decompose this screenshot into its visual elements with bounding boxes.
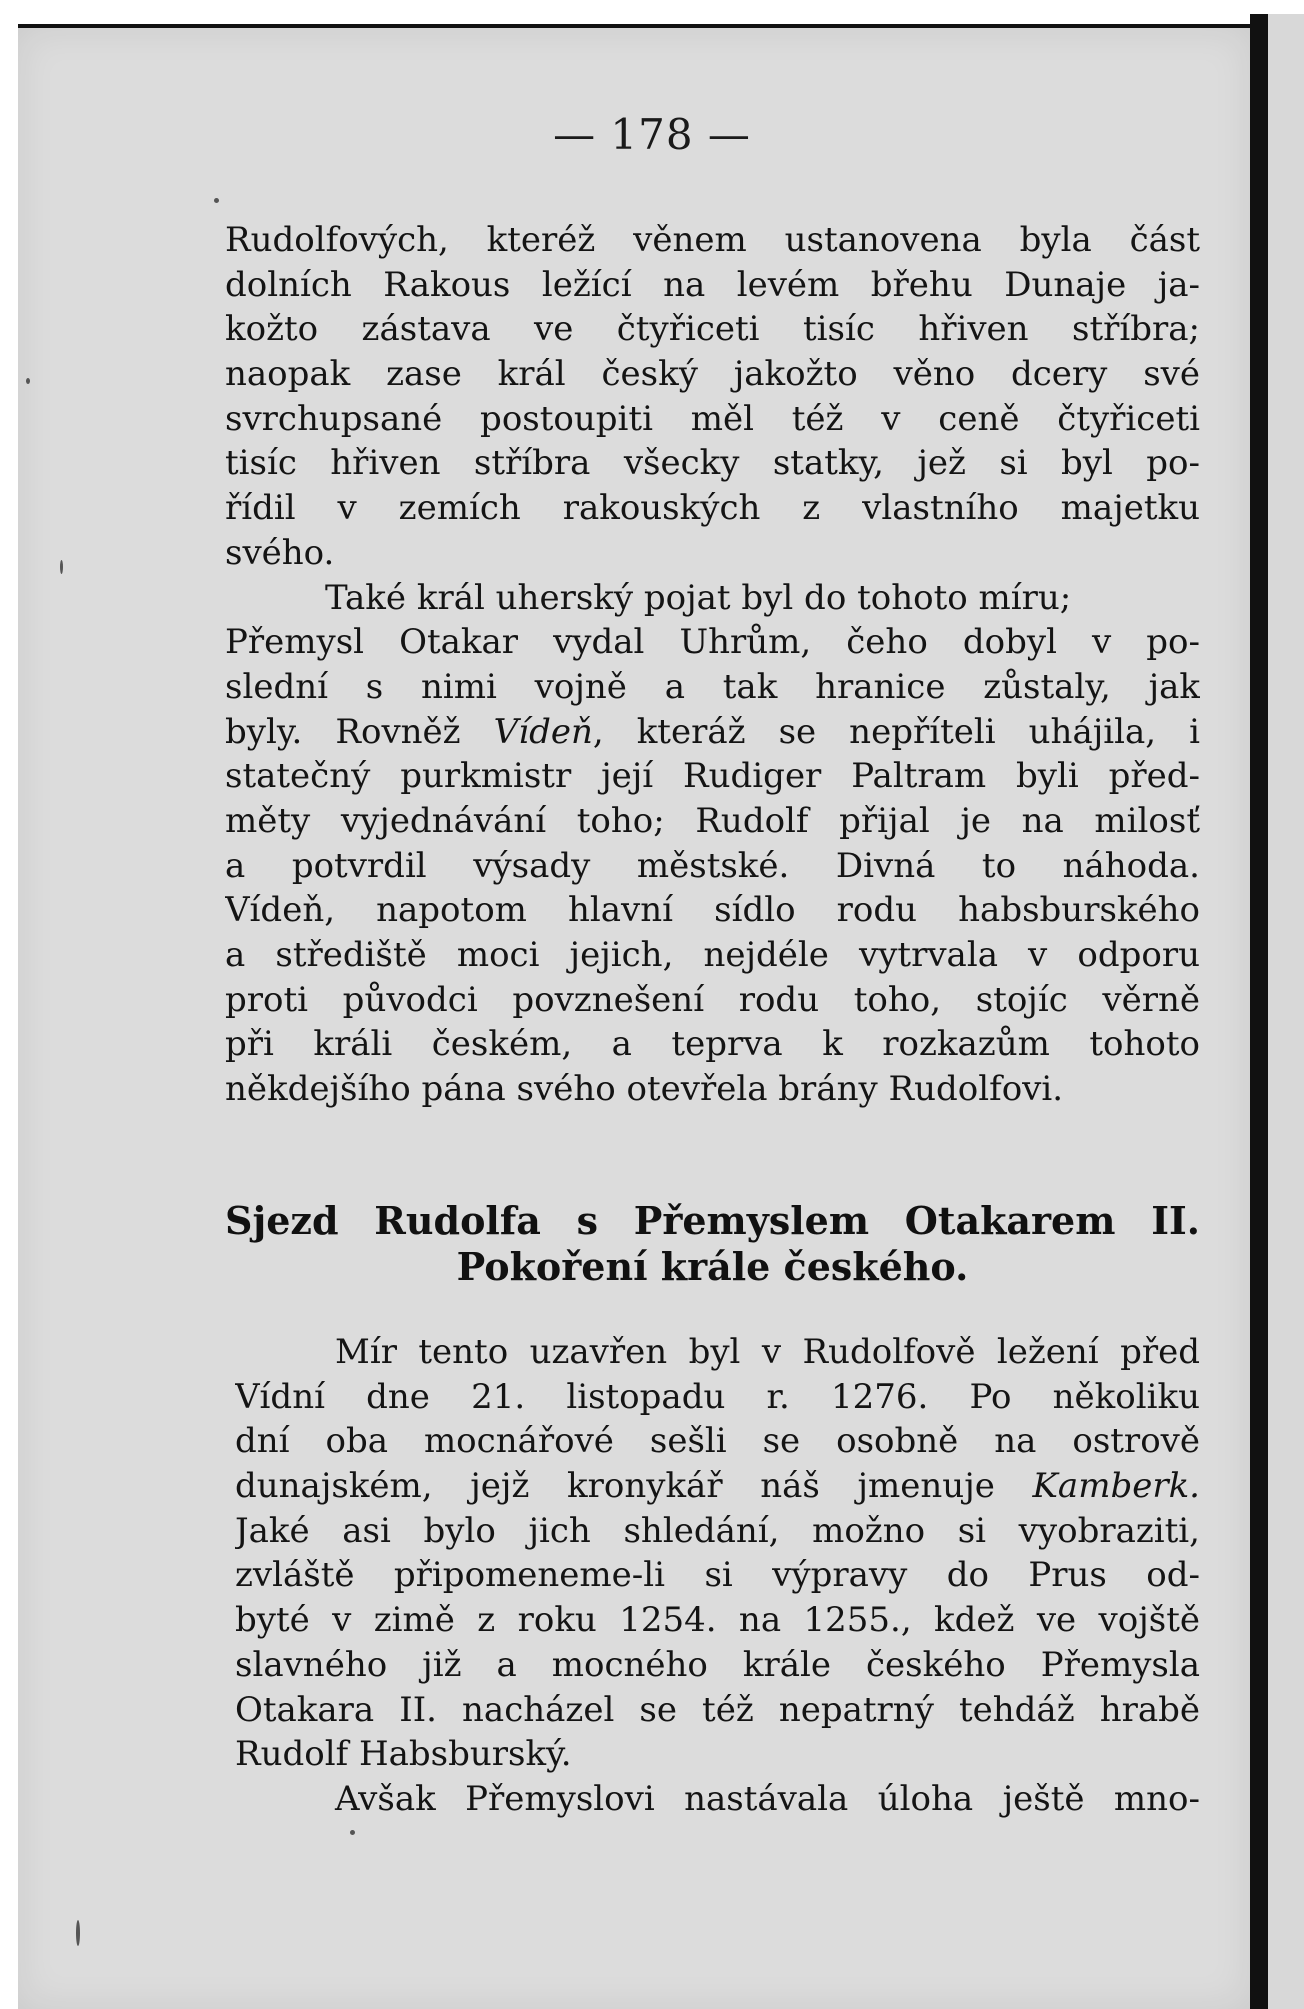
heading-line-1: Sjezd Rudolfa s Přemyslem Otakarem II.: [225, 1198, 1200, 1243]
paragraph-1: [225, 218, 1200, 576]
section-heading: [225, 1198, 1200, 1290]
text-fragment: dunajském, jejž kronykář náš jmenuje: [235, 1466, 1033, 1507]
text-line: Přemysl Otakar vydal Uhrům, čeho dobyl v po-: [225, 622, 1200, 663]
text-fragment: byly. Rovněž: [225, 711, 494, 752]
text-line: statečný purkmistr její Rudiger Paltram byli před-: [225, 756, 1200, 797]
text-line: Vídní dne 21. listopadu r. 1276. Po několiku: [235, 1376, 1200, 1417]
page-gutter-shadow: [1250, 14, 1268, 2009]
text-line: Vídeň, napotom hlavní sídlo rodu habsburského: [225, 890, 1200, 931]
text-line: zvláště připomeneme-li si výpravy do Prus od-: [235, 1555, 1200, 1596]
text-line: Rudolfových, kteréž věnem ustanovena byla část: [225, 220, 1200, 260]
text-line: [235, 1464, 1200, 1509]
text-line: a střediště moci jejich, nejdéle vytrvala v odporu: [225, 935, 1200, 975]
page-number: — 178 —: [553, 110, 751, 159]
scan-speck: [214, 198, 219, 203]
scan-speck: [60, 560, 63, 574]
scan-speck: [76, 1920, 80, 1946]
text-line: kožto zástava ve čtyřiceti tisíc hřiven stříbra;: [225, 309, 1200, 350]
text-line: [225, 710, 1200, 755]
text-line: naopak zase král český jakožto věno dcery své: [225, 354, 1200, 395]
text-line: při králi českém, a teprva k rozkazům tohoto: [225, 1024, 1200, 1065]
text-line: slavného již a mocného krále českého Přemysla: [235, 1644, 1200, 1685]
paragraph-2: [225, 576, 1200, 1112]
scan-speck: [350, 1830, 355, 1835]
text-line: tisíc hřiven stříbra všecky statky, jež si byl po-: [225, 443, 1200, 484]
heading-line-2: Pokoření krále českého.: [456, 1244, 969, 1289]
scan-speck: [26, 378, 30, 384]
text-line: slední s nimi vojně a tak hranice zůstaly, jak: [225, 666, 1200, 707]
text-block-upper: [225, 218, 1200, 1112]
text-line: Jaké asi bylo jich shledání, možno si vyobraziti,: [235, 1510, 1200, 1551]
text-line: proti původci povznešení rodu toho, stojíc věrně: [225, 979, 1200, 1020]
text-line: Rudolf Habsburský.: [235, 1734, 572, 1775]
text-line: byté v zimě z roku 1254. na 1255., kdež ve vojště: [235, 1600, 1200, 1641]
text-line: měty vyjednávání toho; Rudolf přijal je na milosť: [225, 800, 1200, 841]
text-line: dolních Rakous ležící na levém břehu Dunaje ja-: [225, 264, 1200, 305]
italic-place-name: Vídeň: [493, 711, 593, 752]
text-line: svrchupsané postoupiti měl též v ceně čtyřiceti: [225, 398, 1200, 439]
paragraph-3: [235, 1330, 1200, 1777]
text-line: Avšak Přemyslovi nastávala úloha ještě mno-: [335, 1778, 1200, 1819]
text-line: dní oba mocnářové sešli se osobně na ostrově: [235, 1421, 1200, 1462]
text-line: Také král uherský pojat byl do tohoto míru;: [325, 577, 1072, 618]
text-line: někdejšího pána svého otevřela brány Rudolfovi.: [225, 1069, 1064, 1110]
text-block-lower: [235, 1330, 1200, 1822]
text-fragment: , kteráž se nepříteli uhájila, i: [592, 711, 1200, 752]
adjacent-page-edge: [1268, 14, 1304, 2009]
text-line: svého.: [225, 532, 335, 573]
paragraph-4: [235, 1777, 1200, 1822]
text-line: Mír tento uzavřen byl v Rudolfově ležení před: [335, 1332, 1200, 1372]
text-line: a potvrdil výsady městské. Divná to náhoda.: [225, 845, 1200, 886]
text-line: Otakara II. nacházel se též nepatrný tehdáž hrabě: [235, 1689, 1200, 1730]
text-line: řídil v zemích rakouských z vlastního majetku: [225, 488, 1200, 529]
italic-place-name: Kamberk.: [1032, 1466, 1200, 1507]
